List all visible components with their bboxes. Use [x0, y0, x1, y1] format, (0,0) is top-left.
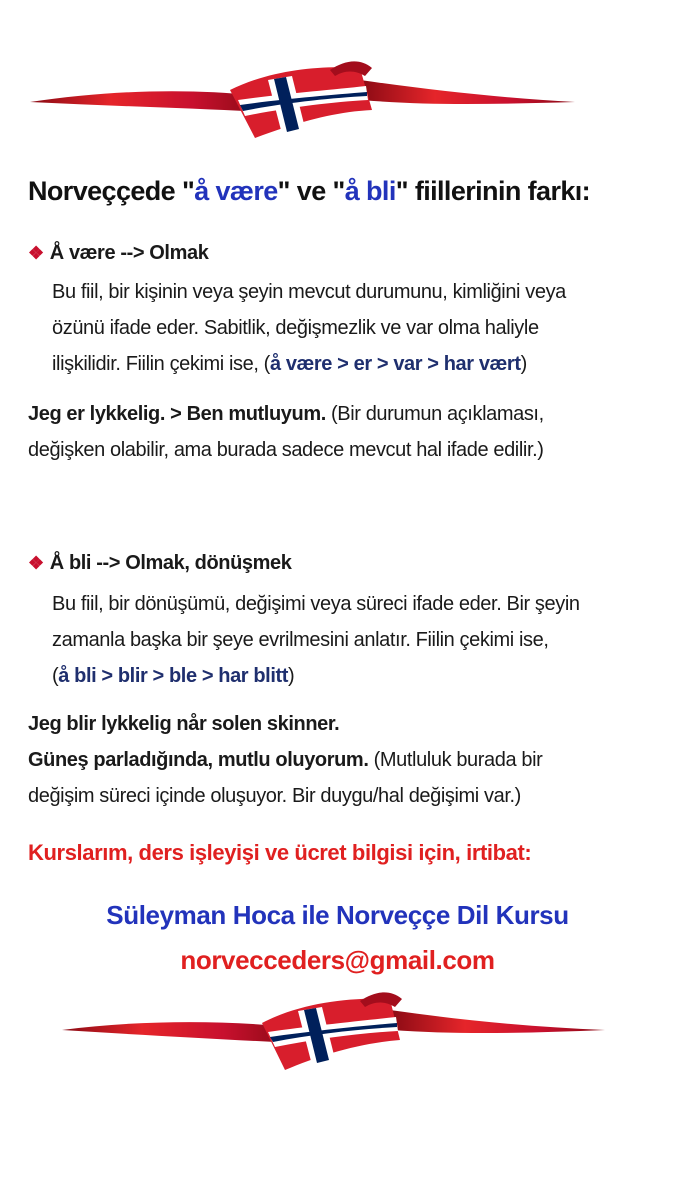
- school-name: Süleyman Hoca ile Norveççe Dil Kursu: [106, 900, 569, 930]
- norway-flag-ribbon-top: [0, 50, 675, 150]
- contact-heading: Kurslarım, ders işleyişi ve ücret bilgisi için, irtibat:: [28, 840, 532, 865]
- section-bli-heading: ❖ Å bli --> Olmak, dönüşmek: [28, 552, 292, 574]
- section-vaere-description: Bu fiil, bir kişinin veya şeyin mevcut durumunu, kimliğini veya özünü ifade eder. Sabitlik, değişmezlik ve var olma haliyle ilişkilidir. Fiilin çekimi ise, (å være > er > var > har vært): [52, 281, 566, 375]
- section-vaere-example: Jeg er lykkelig. > Ben mutluyum. (Bir durumun açıklaması, değişken olabilir, ama burada sadece mevcut hal ifade edilir.): [28, 403, 544, 461]
- diamond-bullet-icon: ❖: [28, 243, 44, 263]
- verb-vaere: å være: [194, 176, 278, 206]
- bli-conjugation: å bli > blir > ble > har blitt: [58, 665, 288, 687]
- diamond-bullet-icon: ❖: [28, 553, 44, 573]
- section-bli-example: Jeg blir lykkelig når solen skinner. Güneş parladığında, mutlu oluyorum. (Mutluluk burada bir değişim süreci içinde oluşuyor. Bir duygu/hal değişimi var.): [28, 713, 543, 807]
- section-bli-description: Bu fiil, bir dönüşümü, değişimi veya süreci ifade eder. Bir şeyin zamanla başka bir şeye evrilmesini anlatır. Fiilin çekimi ise, (å bli > blir > ble > har blitt): [52, 593, 580, 687]
- verb-bli: å bli: [344, 176, 396, 206]
- page-title: Norveççede "å være" ve "å bli" fiillerinin farkı:: [28, 176, 591, 206]
- section-vaere-heading: ❖ Å være --> Olmak: [28, 242, 209, 264]
- contact-email[interactable]: norvecceders@gmail.com: [180, 945, 495, 975]
- vaere-conjugation: å være > er > var > har vært: [269, 353, 521, 375]
- norway-flag-ribbon-bottom: [0, 985, 675, 1085]
